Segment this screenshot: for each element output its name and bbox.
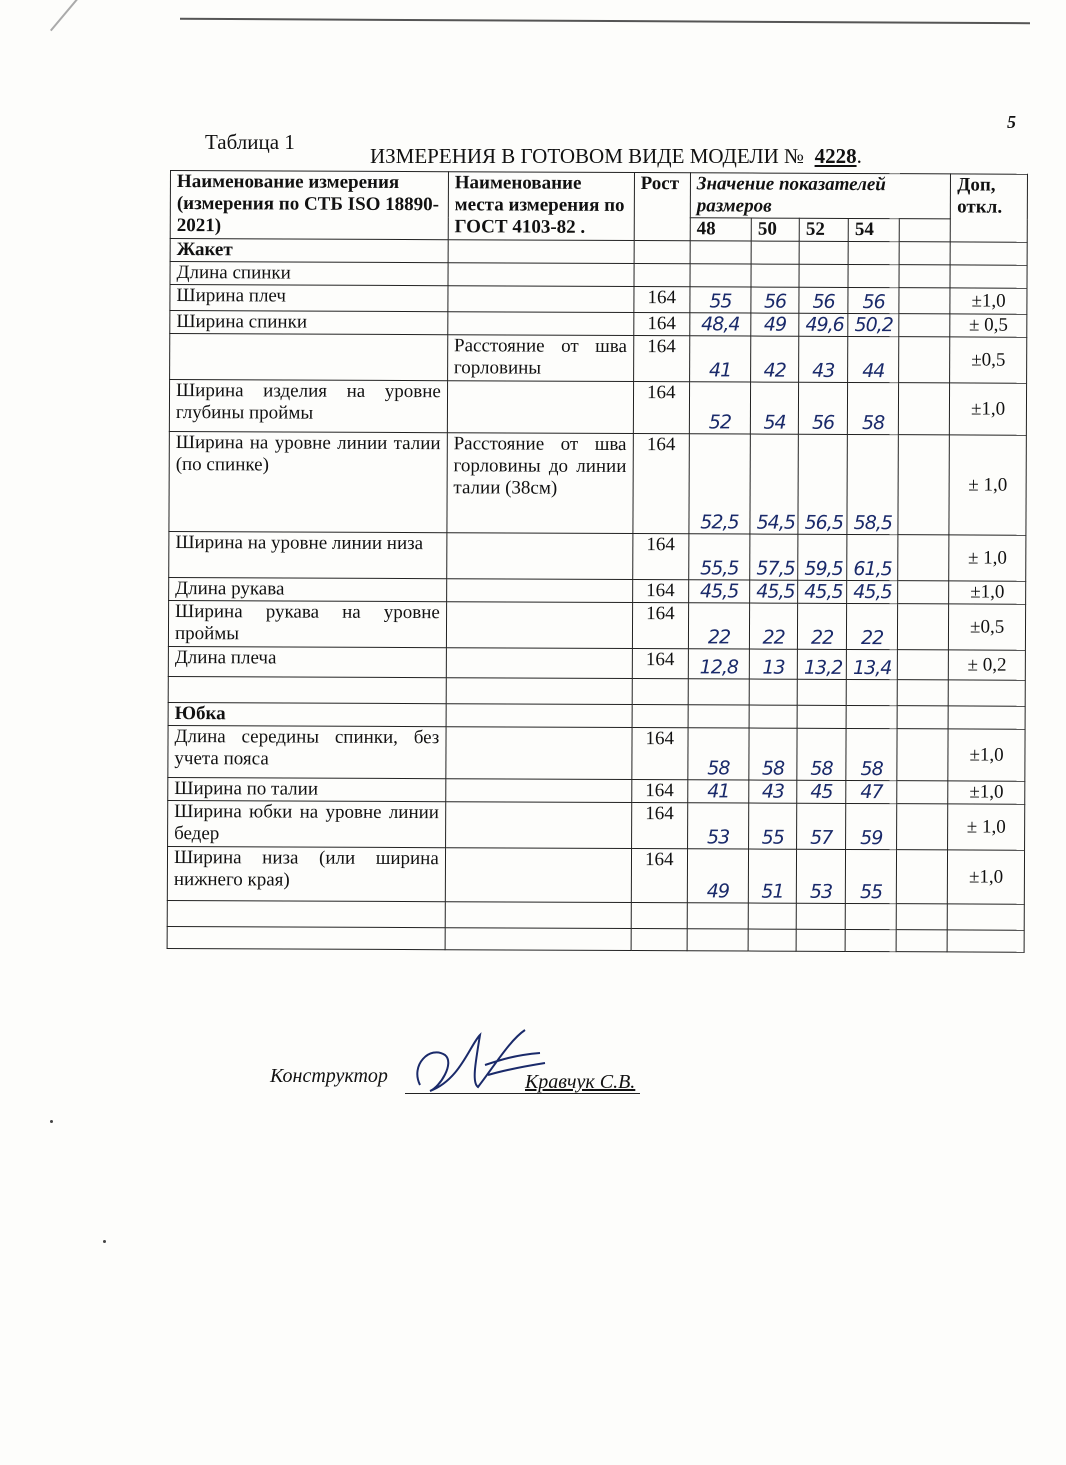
height-cell [632, 679, 688, 705]
value-cell: 51 [748, 849, 796, 903]
measurement-place [448, 286, 634, 313]
height-cell [631, 903, 687, 929]
table-row [170, 285, 1027, 315]
empty-cell [749, 705, 797, 728]
value-cell: 42 [751, 336, 799, 382]
tolerance-cell: ±1,0 [950, 383, 1027, 435]
tolerance-cell: ±1,0 [948, 781, 1025, 804]
measurement-name: Ширина на уровне линии талии (по спинке) [169, 431, 447, 532]
value-cell: 22 [688, 603, 749, 649]
signature-name: Кравчук С.В. [525, 1071, 636, 1093]
measurement-place [448, 312, 634, 336]
tolerance-cell: ± 1,0 [949, 435, 1026, 535]
value-cell [897, 850, 948, 904]
value-cell [848, 264, 899, 287]
measurement-name [167, 900, 445, 927]
section-title: Юбка [168, 702, 446, 726]
value-cell: 59 [846, 803, 897, 849]
signature-block [270, 1025, 690, 1105]
size-50: 50 [751, 218, 799, 241]
value-cell: 50,2 [848, 313, 899, 336]
value-cell: 54,5 [750, 434, 798, 534]
measurement-place [446, 648, 632, 679]
size-52: 52 [799, 218, 848, 241]
measurement-place [447, 533, 633, 580]
value-cell: 49 [751, 313, 799, 336]
value-cell [897, 804, 948, 850]
value-cell: 58,5 [847, 434, 898, 534]
value-cell: 56 [799, 287, 848, 313]
measurement-place: Расстояние от шва горловины до линии талии (38см) [447, 433, 633, 534]
value-cell: 55 [845, 849, 896, 903]
tolerance-cell: ± 0,5 [950, 314, 1027, 337]
value-cell [799, 264, 848, 287]
table-row [167, 900, 1024, 930]
measurement-place [445, 928, 631, 951]
value-cell [748, 903, 796, 929]
measurement-place [445, 802, 631, 849]
measurement-name [167, 926, 445, 949]
value-cell: 58 [797, 728, 846, 780]
table-label: Таблица 1 [205, 130, 295, 154]
measurement-place [446, 779, 632, 803]
value-cell [687, 903, 748, 929]
height-cell [631, 929, 687, 951]
heading-suffix: . [856, 144, 862, 168]
value-cell: 47 [846, 780, 897, 803]
header-tolerance: Доп, откл. [951, 174, 1028, 242]
scan-speck [50, 1120, 53, 1123]
empty-cell [688, 705, 749, 728]
empty-cell [751, 241, 799, 264]
table-heading [370, 144, 862, 169]
measurement-name: Длина рукава [169, 577, 447, 601]
tolerance-cell [950, 265, 1027, 288]
table-row [168, 676, 1025, 706]
table-row [167, 926, 1024, 952]
value-cell: 54 [751, 382, 799, 434]
value-cell: 58 [846, 728, 897, 780]
size-54: 54 [848, 218, 899, 241]
height-cell: 164 [633, 434, 690, 534]
value-cell: 41 [688, 780, 749, 803]
height-cell: 164 [631, 849, 687, 903]
value-cell: 49,6 [799, 313, 848, 336]
empty-cell [950, 242, 1027, 265]
value-cell: 43 [749, 780, 797, 803]
measurement-place [445, 848, 631, 903]
value-cell: 45 [797, 780, 846, 803]
tolerance-cell: ± 1,0 [948, 804, 1025, 850]
measurement-place [446, 579, 632, 603]
value-cell [796, 929, 845, 951]
empty-cell [948, 706, 1025, 729]
value-cell: 13,4 [846, 649, 897, 679]
value-cell: 61,5 [847, 534, 898, 580]
value-cell [751, 264, 799, 287]
empty-cell [848, 241, 899, 264]
section-title: Жакет [170, 239, 448, 263]
value-cell [690, 264, 751, 287]
empty-cell [797, 705, 846, 728]
table-row [168, 800, 1025, 850]
value-cell [899, 337, 950, 383]
height-cell: 164 [634, 287, 690, 313]
table-row [169, 380, 1026, 436]
header-measurement-place: Наименование места измерения по ГОСТ 4103-82 . [448, 172, 634, 241]
value-cell: 55 [749, 803, 797, 849]
value-cell [897, 729, 948, 781]
value-cell: 22 [798, 603, 847, 649]
value-cell: 56,5 [798, 434, 847, 534]
table-row [170, 334, 1027, 384]
value-cell [687, 929, 748, 951]
value-cell: 55,5 [689, 534, 750, 580]
value-cell: 13 [749, 649, 797, 679]
value-cell: 52 [689, 382, 751, 434]
value-cell: 45,5 [847, 580, 898, 603]
empty-cell [632, 705, 688, 728]
height-cell: 164 [632, 534, 688, 580]
table-row [168, 725, 1025, 781]
value-cell: 45,5 [688, 580, 749, 603]
value-cell: 53 [687, 803, 748, 849]
value-cell [797, 679, 846, 705]
value-cell: 58 [688, 728, 750, 780]
measurement-place [448, 263, 634, 287]
value-cell: 41 [689, 336, 750, 382]
empty-cell [634, 241, 690, 264]
value-cell [899, 265, 950, 288]
value-cell: 56 [848, 287, 899, 313]
measurement-place [447, 381, 633, 434]
empty-cell [690, 241, 751, 264]
table-row [170, 311, 1027, 338]
size-blank [899, 219, 950, 242]
header-row [170, 171, 1027, 220]
measurement-name: Ширина изделия на уровне глубины проймы [169, 380, 447, 433]
value-cell [898, 535, 949, 581]
value-cell: 44 [848, 336, 899, 382]
value-cell [896, 930, 947, 952]
value-cell: 22 [750, 603, 798, 649]
height-cell: 164 [633, 313, 689, 336]
measurement-name [168, 676, 446, 703]
scan-edge [50, 0, 142, 31]
tolerance-cell: ± 1,0 [949, 535, 1026, 581]
tolerance-cell [948, 680, 1025, 706]
measurement-place [445, 902, 631, 929]
measurement-name: Ширина рукава на уровне проймы [168, 600, 446, 647]
value-cell: 57 [797, 803, 846, 849]
height-cell: 164 [633, 382, 689, 434]
empty-cell [446, 704, 632, 728]
size-48: 48 [690, 218, 751, 241]
value-cell [898, 435, 950, 535]
value-cell: 55 [690, 287, 751, 313]
model-number: 4228 [814, 144, 857, 168]
value-cell: 52,5 [689, 434, 751, 534]
measurement-name: Длина спинки [170, 262, 448, 286]
measurement-name: Ширина юбки на уровне линии бедер [168, 800, 446, 847]
value-cell [748, 929, 796, 951]
measurement-place [446, 602, 632, 649]
empty-cell [899, 242, 950, 265]
measurement-name: Длина плеча [168, 646, 446, 677]
value-cell: 22 [847, 603, 898, 649]
value-cell [688, 679, 749, 705]
empty-cell [799, 241, 848, 264]
height-cell: 164 [632, 580, 688, 603]
tolerance-cell: ±1,0 [948, 850, 1025, 904]
header-height: Рост [634, 173, 690, 241]
tolerance-cell: ±1,0 [949, 581, 1026, 604]
empty-cell [448, 240, 634, 264]
measurement-name [170, 334, 448, 381]
tolerance-cell: ±1,0 [948, 729, 1025, 781]
height-cell: 164 [633, 336, 689, 382]
page-number: 5 [1007, 112, 1016, 132]
header-values: Значение показателей размеров [690, 173, 951, 219]
table-body [167, 239, 1027, 953]
height-cell: 164 [631, 780, 687, 803]
value-cell: 48,4 [690, 313, 751, 336]
value-cell: 58 [749, 728, 797, 780]
value-cell [749, 679, 797, 705]
value-cell: 59,5 [798, 534, 847, 580]
value-cell: 56 [799, 382, 848, 434]
value-cell: 45,5 [750, 580, 798, 603]
height-cell: 164 [632, 603, 688, 649]
value-cell [899, 314, 950, 337]
measurement-name: Ширина на уровне линии низа [169, 531, 447, 578]
measurement-name: Длина середины спинки, без учета пояса [168, 725, 446, 778]
tolerance-cell [947, 930, 1024, 952]
empty-cell [846, 705, 897, 728]
height-cell: 164 [631, 803, 687, 849]
value-cell: 13,2 [797, 649, 846, 679]
table-row [168, 777, 1025, 804]
value-cell [898, 581, 949, 604]
value-cell: 53 [796, 849, 845, 903]
value-cell [896, 904, 947, 930]
value-cell: 43 [799, 336, 848, 382]
tolerance-cell: ± 0,2 [949, 650, 1026, 680]
value-cell [897, 781, 948, 804]
tolerance-cell: ±1,0 [950, 288, 1027, 314]
heading-text: ИЗМЕРЕНИЯ В ГОТОВОМ ВИДЕ МОДЕЛИ № [370, 144, 805, 168]
measurement-place: Расстояние от шва горловины [447, 335, 633, 382]
signature-role: Конструктор [270, 1065, 388, 1087]
measurement-place [446, 727, 632, 780]
tolerance-cell: ±0,5 [950, 337, 1027, 383]
measurement-name: Ширина низа (или ширина нижнего края) [167, 846, 445, 901]
measurement-name: Ширина плеч [170, 285, 448, 312]
header-measurement-name: Наименование измерения (измерения по СТБ ISO 18890-2021) [170, 171, 448, 240]
value-cell: 12,8 [688, 649, 749, 679]
table-row [167, 846, 1024, 904]
height-cell: 164 [632, 728, 688, 780]
empty-cell [897, 706, 948, 729]
value-cell: 49 [687, 849, 749, 903]
value-cell [846, 679, 897, 705]
table-row [169, 531, 1026, 581]
value-cell: 58 [848, 382, 899, 434]
value-cell [897, 680, 948, 706]
measurements-table [167, 170, 1028, 953]
value-cell [898, 650, 949, 680]
value-cell [899, 288, 950, 314]
value-cell: 57,5 [750, 534, 798, 580]
table-row [169, 431, 1026, 535]
measurement-place [446, 678, 632, 705]
height-cell [634, 264, 690, 287]
tolerance-cell [948, 904, 1025, 930]
tolerance-cell: ±0,5 [949, 604, 1026, 650]
value-cell [898, 604, 949, 650]
value-cell [796, 903, 845, 929]
measurement-name: Ширина по талии [168, 777, 446, 801]
value-cell [845, 903, 896, 929]
value-cell [899, 383, 950, 435]
measurement-name: Ширина спинки [170, 311, 448, 335]
value-cell: 56 [751, 287, 799, 313]
value-cell: 45,5 [798, 580, 847, 603]
table-row [168, 646, 1025, 680]
top-rule [180, 18, 1030, 24]
height-cell: 164 [632, 649, 688, 679]
value-cell [845, 929, 896, 951]
table-row [168, 600, 1025, 650]
scan-speck [103, 1240, 106, 1243]
